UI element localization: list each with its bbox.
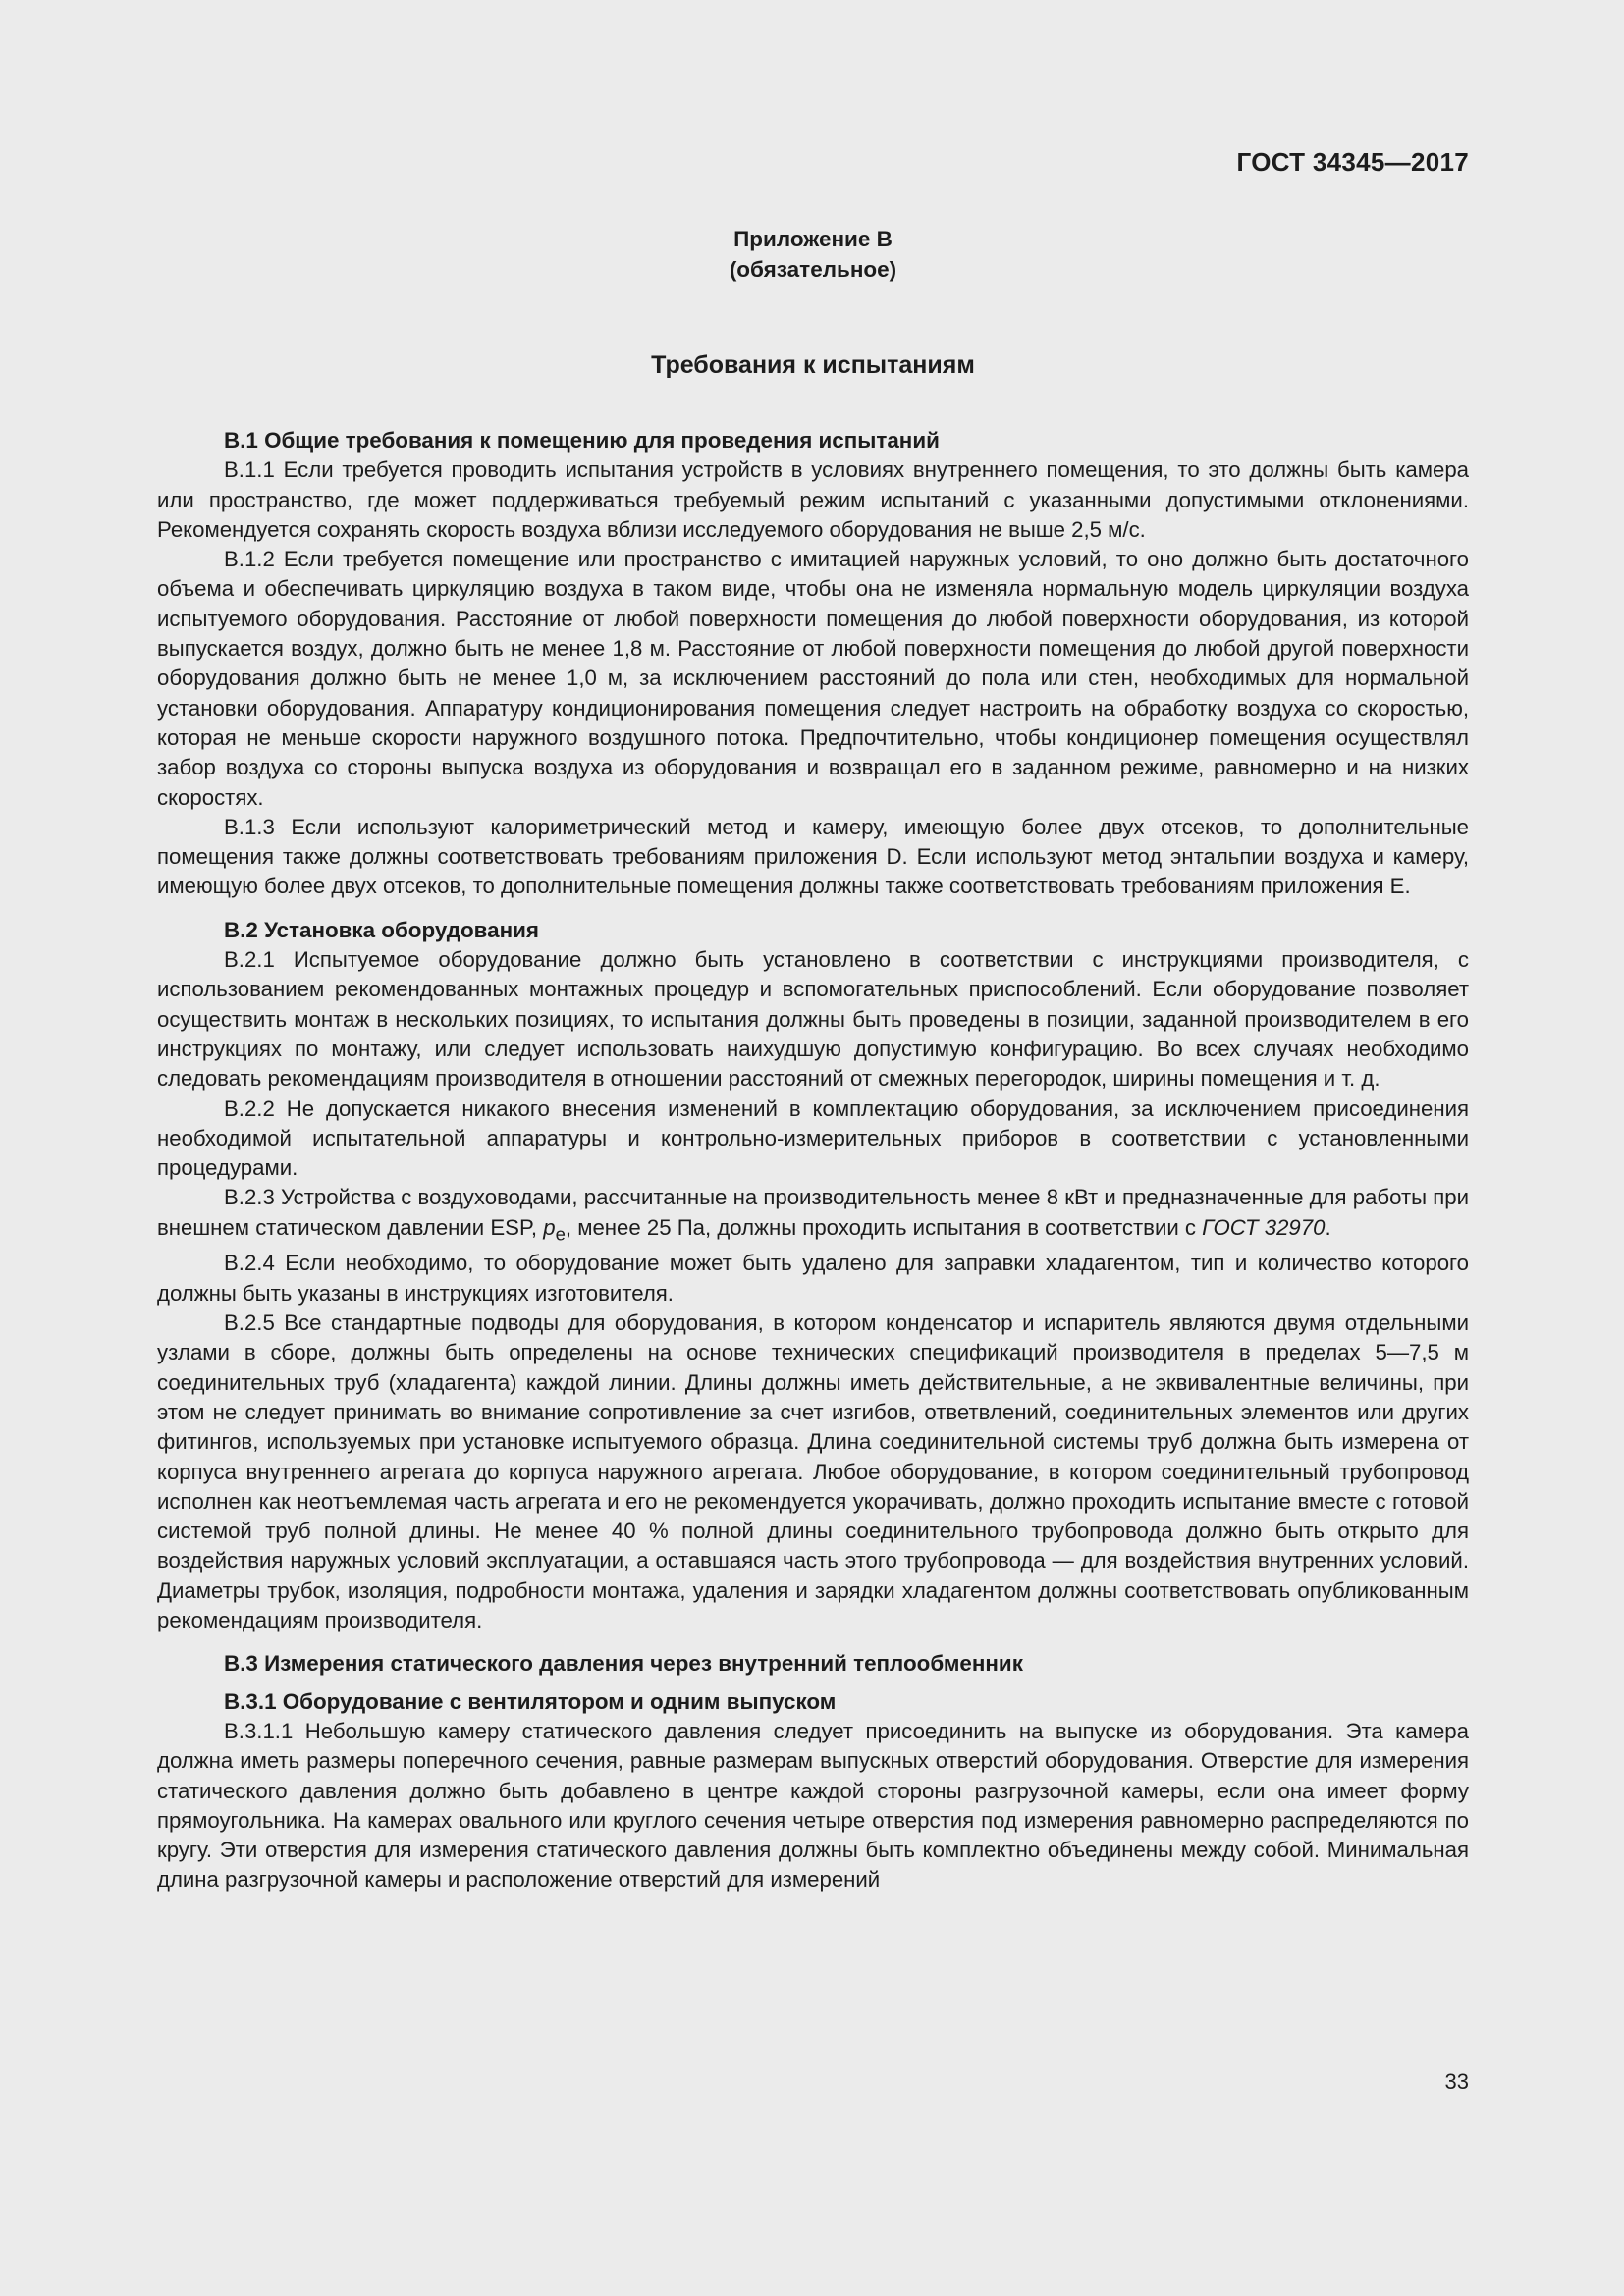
section-heading-b1: В.1 Общие требования к помещению для проведения испытаний	[224, 428, 940, 453]
paragraph-b2-5: В.2.5 Все стандартные подводы для оборудования, в котором конденсатор и испаритель являются двумя отдельными узлами в сборе, должны быть определены на основе технических спецификаций производителя в пределах 5—7,5 м соединительных труб (хладагента) каждой линии. Длины должны иметь действительные, а не эквивалентные величины, при этом не следует принимать во внимание сопротивление за счет изгибов, ответвлений, соединительных элементов или других фитингов, используемых при установке испытуемого образца. Длина соединительной системы труб должна быть измерена от корпуса внутреннего агрегата до корпуса наружного агрегата. Любое оборудование, в котором соединительный трубопровод исполнен как неотъемлемая часть агрегата и его не рекомендуется укорачивать, должно проходить испытание вместе с готовой системой труб полной длины. Не менее 40 % полной длины соединительного трубопровода должно быть открыто для воздействия наружных условий эксплуатации, а оставшаяся часть этого трубопровода — для воздействия внутренних условий. Диаметры трубок, изоляция, подробности монтажа, удаления и зарядки хладагентом должны соответствовать опубликованным рекомендациям производителя.	[157, 1310, 1469, 1633]
paragraph-b2-3-text-b: , менее 25 Па, должны проходить испытания в соответствии с	[565, 1214, 1203, 1240]
pressure-symbol: p	[543, 1214, 556, 1240]
paragraph-b3-1-1: В.3.1.1 Небольшую камеру статического давления следует присоединить на выпуске из оборудования. Эта камера должна иметь размеры поперечного сечения, равные размерам выпускных отверстий оборудования. Отверстие для измерения статического давления должно быть добавлено в центре каждой стороны разгрузочной камеры, если она имеет форму прямоугольника. На камерах овального или круглого сечения четыре отверстия под измерения равномерно распределяются по кругу. Эти отверстия для измерения статического давления должны быть комплектно объединены между собой. Минимальная длина разгрузочной камеры и расположение отверстий для измерений	[157, 1718, 1469, 1893]
paragraph-b1-1: В.1.1 Если требуется проводить испытания устройств в условиях внутреннего помещения, то это должны быть камера или пространство, где может поддерживаться требуемый режим испытаний с указанными допустимыми отклонениями. Рекомендуется сохранять скорость воздуха вблизи исследуемого оборудования не выше 2,5 м/с.	[157, 457, 1469, 542]
appendix-heading	[157, 224, 1469, 285]
section-heading-b2: В.2 Установка оборудования	[224, 917, 539, 942]
document-body	[157, 426, 1469, 1896]
paragraph-b2-1: В.2.1 Испытуемое оборудование должно быть установлено в соответствии с инструкциями производителя, с использованием рекомендованных монтажных процедур и вспомогательных приспособлений. Если оборудование позволяет осуществить монтаж в нескольких позициях, то испытания должны быть проведены в позиции, заданной производителем в его инструкциях по монтажу, или следует использовать наихудшую допустимую конфигурацию. Во всех случаях необходимо следовать рекомендациям производителя в отношении расстояний от смежных перегородок, ширины помещения и т. д.	[157, 947, 1469, 1092]
document-page	[157, 147, 1469, 2110]
paragraph-b1-2: В.1.2 Если требуется помещение или пространство с имитацией наружных условий, то оно должно быть достаточного объема и обеспечивать циркуляцию воздуха в таком виде, чтобы она не изменяла нормальную модель циркуляции воздуха испытуемого оборудования. Расстояние от любой поверхности помещения до любой поверхности оборудования, из которой выпускается воздух, должно быть не менее 1,8 м. Расстояние от любой поверхности помещения до любой другой поверхности оборудования должно быть не менее 1,0 м, за исключением расстояний до пола или стен, необходимых для нормальной установки оборудования. Аппаратуру кондиционирования помещения следует настроить на обработку воздуха со скоростью, которая не меньше скорости наружного воздушного потока. Предпочтительно, чтобы кондиционер помещения осуществлял забор воздуха со стороны выпуска воздуха из оборудования и возвращал его в заданном режиме, равномерно и на низких скоростях.	[157, 547, 1469, 810]
paragraph-b1-3: В.1.3 Если используют калориметрический метод и камеру, имеющую более двух отсеков, то дополнительные помещения также должны соответствовать требованиям приложения D. Если используют метод энтальпии воздуха и камеру, имеющую более двух отсеков, то дополнительные помещения должны также соответствовать требованиям приложения Е.	[157, 814, 1469, 899]
paragraph-b2-3-text-c: .	[1325, 1214, 1331, 1240]
pressure-subscript: e	[555, 1223, 566, 1245]
paragraph-b2-2: В.2.2 Не допускается никакого внесения изменений в комплектацию оборудования, за исключением присоединения необходимой испытательной аппаратуры и контрольно-измерительных приборов в соответствии с установленными процедурами.	[157, 1095, 1469, 1181]
paragraph-b2-4: В.2.4 Если необходимо, то оборудование может быть удалено для заправки хладагентом, тип и количество которого должны быть указаны в инструкциях изготовителя.	[157, 1251, 1469, 1306]
page-title: Требования к испытаниям	[651, 351, 975, 379]
appendix-label: Приложение В	[733, 227, 893, 251]
paragraph-b2-3-text-a: В.2.3 Устройства с воздуховодами, рассчитанные на производительность менее 8 кВт и предназначенные для работы при внешнем статическом давлении ESP,	[157, 1185, 1469, 1240]
page-number: 33	[1444, 2069, 1469, 2094]
appendix-status: (обязательное)	[729, 257, 897, 282]
standard-reference: ГОСТ 32970	[1202, 1214, 1326, 1240]
section-heading-b3: В.3 Измерения статического давления через внутренний теплообменник	[224, 1651, 1023, 1677]
document-number: ГОСТ 34345—2017	[1236, 147, 1469, 177]
subsection-heading-b3-1: В.3.1 Оборудование с вентилятором и одним выпуском	[224, 1688, 837, 1714]
paragraph-b2-3	[157, 1183, 1469, 1249]
